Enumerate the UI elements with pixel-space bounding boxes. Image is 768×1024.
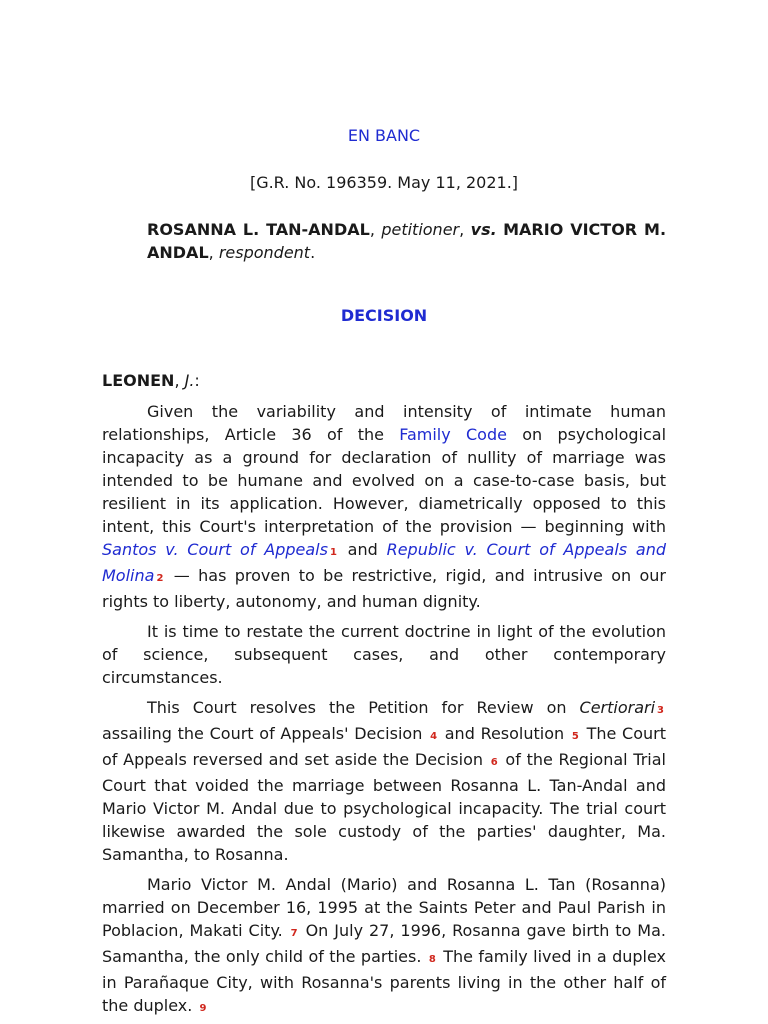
court-division: EN BANC: [347, 126, 421, 145]
paragraph-text: The Court of Appeals reversed and set aside the Decision: [102, 724, 667, 769]
certiorari-term: Certiorari: [579, 698, 656, 717]
case-number: [G.R. No. 196359. May 11, 2021.]: [249, 173, 519, 192]
footnote-2-link[interactable]: 2: [156, 573, 164, 584]
paragraph-text: Mario Victor M. Andal (Mario) and Rosanna L. Tan (Rosanna) married on December 16, 1995 at the Saints Peter and Paul Parish in Poblacion, Makati City.: [102, 875, 666, 940]
paragraph-2: [102, 620, 666, 689]
ponente: LEONEN, J.:: [102, 371, 200, 390]
footnote-9-link[interactable]: 9: [199, 1003, 207, 1014]
footnote-8-link[interactable]: 8: [428, 954, 436, 965]
paragraph-text: on psychological incapacity as a ground for declaration of nullity of marriage was intended to be humane and evolved on a case-to-case basis, but resilient in its application. However, diametrically opposed to this intent, this Court's interpretation of the provision — beginning with: [102, 425, 667, 536]
footnote-4-link[interactable]: 4: [430, 731, 438, 742]
paragraph-text: Given the variability and intensity of intimate human relationships, Article 36 of the: [102, 402, 666, 444]
paragraph-1: [102, 400, 666, 613]
footnote-1-link[interactable]: 1: [329, 547, 337, 558]
decision-title: DECISION: [340, 306, 428, 325]
paragraph-text: It is time to restate the current doctrine in light of the evolution of science, subsequent cases, and other contemporary circumstances.: [102, 622, 666, 687]
paragraph-text: and Resolution: [439, 724, 570, 743]
respondent-name-line1: MARIO VICTOR M.: [503, 220, 667, 239]
footnote-6-link[interactable]: 6: [490, 757, 498, 768]
respondent-name-line2: ANDAL: [147, 243, 209, 262]
ponente-title: J.: [184, 371, 195, 390]
molina-case-link[interactable]: Republic v. Court of Appeals and Molina: [102, 540, 666, 585]
footnote-5-link[interactable]: 5: [571, 731, 579, 742]
paragraph-3: [102, 696, 666, 866]
paragraph-text: On July 27, 1996, Rosanna gave birth to Ma. Samantha, the only child of the parties.: [102, 921, 666, 966]
paragraph-text: — has proven to be restrictive, rigid, and intrusive on our rights to liberty, autonomy, and human dignity.: [102, 566, 666, 611]
footnote-7-link[interactable]: 7: [290, 928, 298, 939]
paragraph-text: assailing the Court of Appeals' Decision: [102, 724, 429, 743]
petitioner-role: petitioner: [381, 220, 460, 239]
paragraph-text: and: [338, 540, 387, 559]
paragraph-text: of the Regional Trial Court that voided the marriage between Rosanna L. Tan-Andal and Mario Victor M. Andal due to psychological incapacity. The trial court likewise awarded the sole custody of the parties' daughter, Ma. Samantha, to Rosanna.: [102, 750, 667, 864]
paragraph-text: The family lived in a duplex in Parañaque City, with Rosanna's parents living in the other half of the duplex.: [102, 947, 666, 1015]
petitioner-name: ROSANNA L. TAN-ANDAL: [147, 220, 370, 239]
ponente-name: LEONEN: [102, 371, 175, 390]
respondent-role: respondent: [218, 243, 311, 262]
santos-case-link[interactable]: Santos v. Court of Appeals: [102, 540, 328, 559]
case-parties: ROSANNA L. TAN-ANDAL, petitioner, vs. MARIO VICTOR M. ANDAL, respondent.: [147, 220, 667, 262]
paragraph-4: [102, 873, 666, 1020]
family-code-link[interactable]: Family Code: [399, 425, 507, 444]
footnote-3-link[interactable]: 3: [657, 705, 664, 716]
versus-label: vs.: [470, 220, 497, 239]
decision-document: [102, 124, 666, 1020]
paragraph-text: This Court resolves the Petition for Review on: [147, 698, 580, 717]
